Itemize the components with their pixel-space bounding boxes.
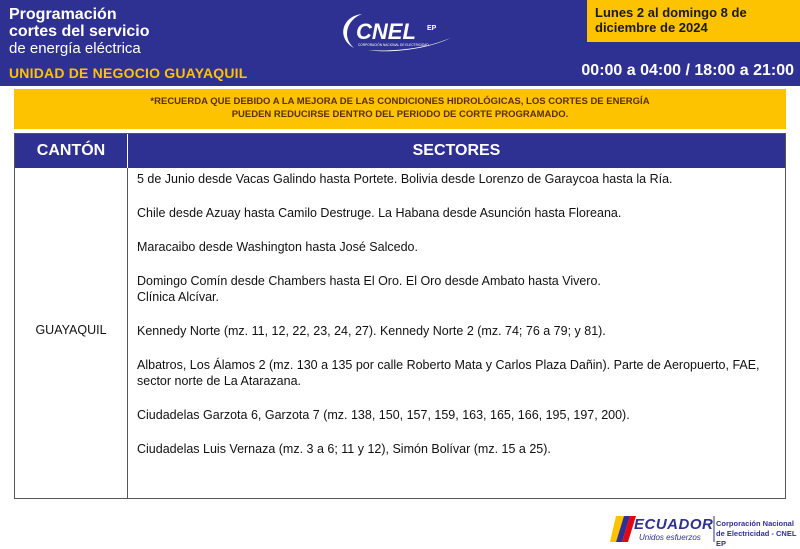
sector-entry: Albatros, Los Álamos 2 (mz. 130 a 135 por calle Roberto Mata y Carlos Plaza Dañin). Parte de Aeropuerto, FAE, sector norte de La Atarazana.: [137, 358, 760, 388]
sector-entry: Clínica Alcívar.: [137, 290, 219, 304]
column-header-canton: CANTÓN: [15, 134, 128, 168]
sectores-cell: [137, 171, 782, 475]
corporation-label: [716, 519, 800, 549]
notice-line-2: PUEDEN REDUCIRSE DENTRO DEL PERIODO DE CORTE PROGRAMADO.: [231, 109, 569, 120]
sector-entry: 5 de Junio desde Vacas Galindo hasta Portete. Bolivia desde Lorenzo de Garaycoa hasta la Ría.: [137, 172, 673, 186]
corporation-line-1: Corporación Nacional: [716, 519, 794, 528]
ecuador-slogan: Unidos esfuerzos: [639, 533, 701, 542]
canton-cell: [15, 168, 128, 498]
column-header-sectores: SECTORES: [412, 142, 501, 159]
time-range-label: 00:00 a 04:00 / 18:00 a 21:00: [581, 62, 794, 79]
sector-entry: Kennedy Norte (mz. 11, 12, 22, 23, 24, 27). Kennedy Norte 2 (mz. 74; 76 a 79; y 81).: [137, 324, 606, 338]
svg-text:CORPORACIÓN NACIONAL DE ELECTR: CORPORACIÓN NACIONAL DE ELECTRICIDAD: [358, 43, 429, 47]
sector-entry: Ciudadelas Luis Vernaza (mz. 3 a 6; 11 y 12), Simón Bolívar (mz. 15 a 25).: [137, 442, 551, 456]
page-title: [9, 6, 150, 57]
table-header-row: [15, 134, 785, 168]
ecuador-logo-text: ECUADOR: [634, 516, 714, 533]
table-row: [15, 168, 785, 498]
notice-line-1: *RECUERDA QUE DEBIDO A LA MEJORA DE LAS CONDICIONES HIDROLÓGICAS, LOS CORTES DE ENERGÍA: [150, 96, 650, 107]
corporation-line-2: de Electricidad - CNEL EP: [716, 529, 797, 548]
svg-text:CNEL: CNEL: [356, 19, 416, 44]
business-unit-label: UNIDAD DE NEGOCIO GUAYAQUIL: [9, 65, 248, 81]
sector-entry: Maracaibo desde Washington hasta José Salcedo.: [137, 240, 418, 254]
title-line-2: cortes del servicio: [9, 23, 150, 40]
canton-name: GUAYAQUIL: [35, 323, 107, 337]
title-line-1: Programación: [9, 6, 117, 23]
outage-table: [14, 133, 786, 499]
cnel-logo: [332, 8, 472, 56]
notice-banner: [14, 89, 786, 129]
header-banner: [0, 0, 800, 86]
sector-entry: Chile desde Azuay hasta Camilo Destruge. La Habana desde Asunción hasta Floreana.: [137, 206, 622, 220]
svg-text:EP: EP: [427, 25, 437, 32]
title-line-3: de energía eléctrica: [9, 40, 141, 57]
sector-entry: Ciudadelas Garzota 6, Garzota 7 (mz. 138, 150, 157, 159, 163, 165, 166, 195, 197, 200).: [137, 408, 630, 422]
sector-entry: Domingo Comín desde Chambers hasta El Oro. El Oro desde Ambato hasta Vivero.: [137, 274, 601, 288]
date-range-badge: Lunes 2 al domingo 8 de diciembre de 2024: [587, 0, 800, 42]
